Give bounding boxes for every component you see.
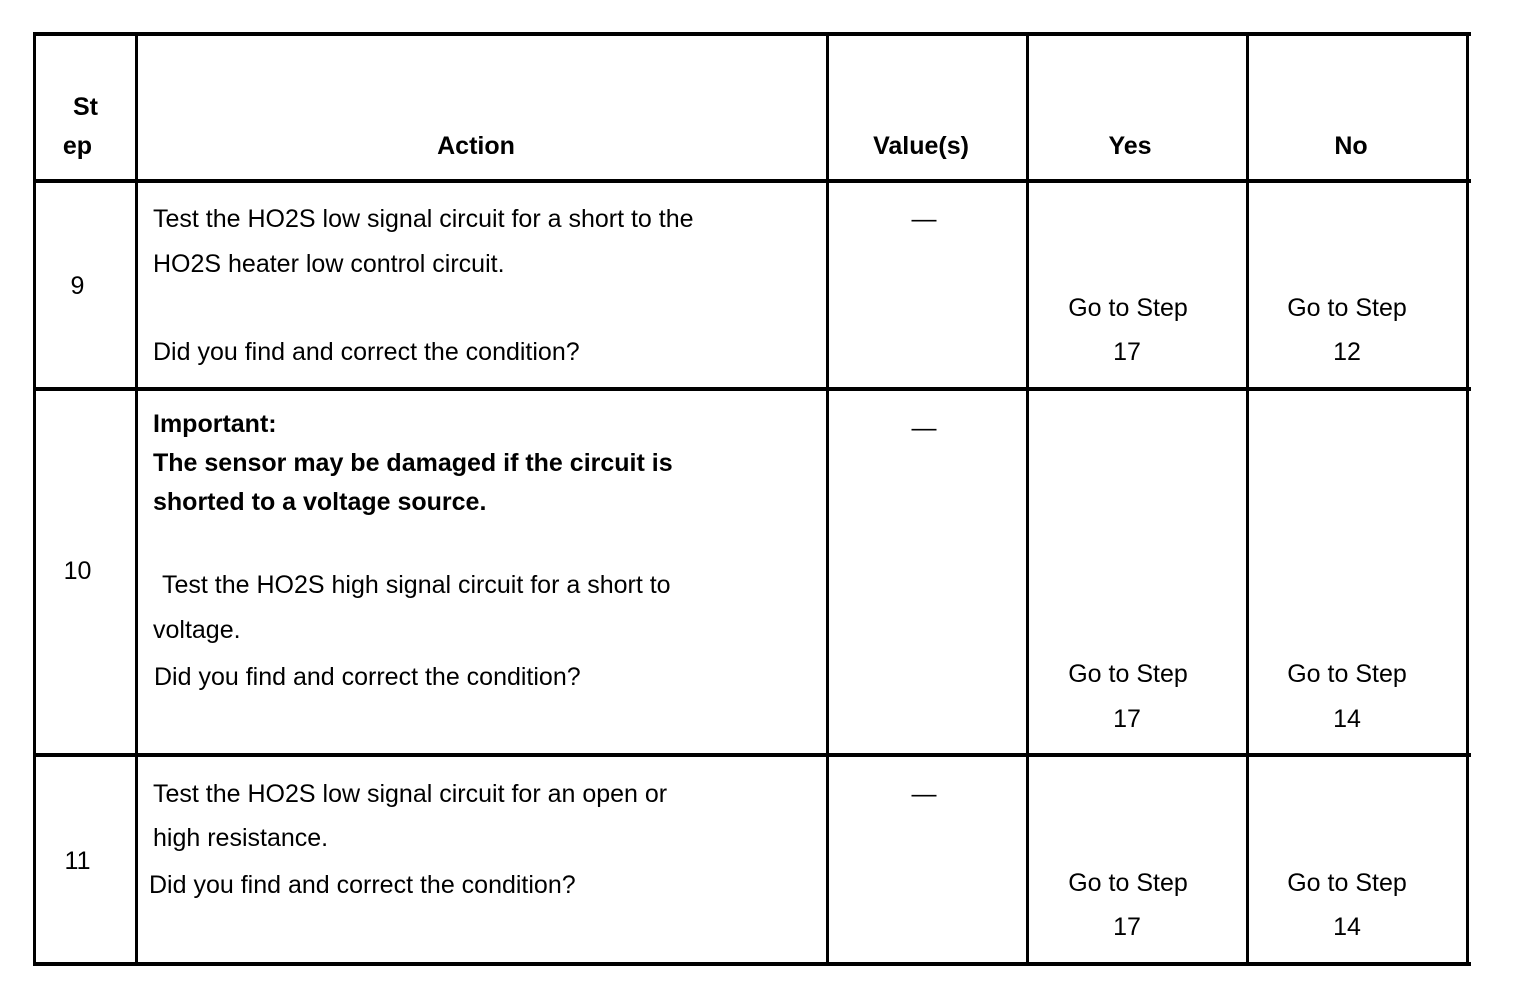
action-question: Did you find and correct the condition?: [149, 871, 576, 899]
header-step-line2: ep: [62, 132, 93, 160]
action-question: Did you find and correct the condition?: [154, 663, 581, 691]
action-text-line2: voltage.: [153, 616, 241, 644]
value-dash: —: [911, 780, 937, 808]
action-question: Did you find and correct the condition?: [153, 338, 580, 366]
action-text-line1: Test the HO2S high signal circuit for a short to: [162, 571, 671, 599]
action-text-line2: high resistance.: [153, 824, 329, 852]
step-number: 10: [63, 557, 92, 585]
row-divider-10: [33, 753, 1471, 757]
step-number: 11: [64, 847, 91, 875]
yes-goto-label: Go to Step: [1068, 294, 1188, 322]
action-text-line2: HO2S heater low control circuit.: [153, 250, 505, 278]
important-note-line1: The sensor may be damaged if the circuit is: [153, 449, 673, 477]
value-dash: —: [911, 205, 937, 233]
yes-goto-step: 17: [1113, 338, 1141, 366]
header-no: No: [1334, 132, 1368, 160]
yes-goto-label: Go to Step: [1068, 660, 1188, 688]
col-divider-yes: [1246, 32, 1249, 966]
header-action: Action: [437, 132, 515, 160]
important-note-line2: shorted to a voltage source.: [153, 488, 487, 516]
no-goto-label: Go to Step: [1287, 294, 1407, 322]
no-goto-label: Go to Step: [1287, 660, 1407, 688]
table-border-left: [33, 32, 36, 966]
important-label: Important:: [153, 410, 277, 438]
no-goto-step: 14: [1333, 705, 1361, 733]
header-divider: [33, 179, 1471, 183]
table-border-bottom: [33, 962, 1471, 966]
table-border-top: [33, 32, 1471, 36]
yes-goto-label: Go to Step: [1068, 869, 1188, 897]
header-values: Value(s): [873, 132, 969, 160]
header-step-line1: St: [73, 93, 98, 121]
step-number: 9: [70, 272, 85, 300]
value-dash: —: [911, 414, 937, 442]
yes-goto-step: 17: [1113, 913, 1141, 941]
col-divider-action: [826, 32, 829, 966]
col-divider-values: [1026, 32, 1029, 966]
header-yes: Yes: [1108, 132, 1152, 160]
no-goto-step: 14: [1333, 913, 1361, 941]
table-border-right: [1466, 32, 1469, 966]
action-text-line1: Test the HO2S low signal circuit for a short to the: [153, 205, 694, 233]
no-goto-label: Go to Step: [1287, 869, 1407, 897]
yes-goto-step: 17: [1113, 705, 1141, 733]
no-goto-step: 12: [1333, 338, 1361, 366]
col-divider-step: [135, 32, 138, 966]
action-text-line1: Test the HO2S low signal circuit for an open or: [153, 780, 668, 808]
row-divider-9: [33, 387, 1471, 391]
